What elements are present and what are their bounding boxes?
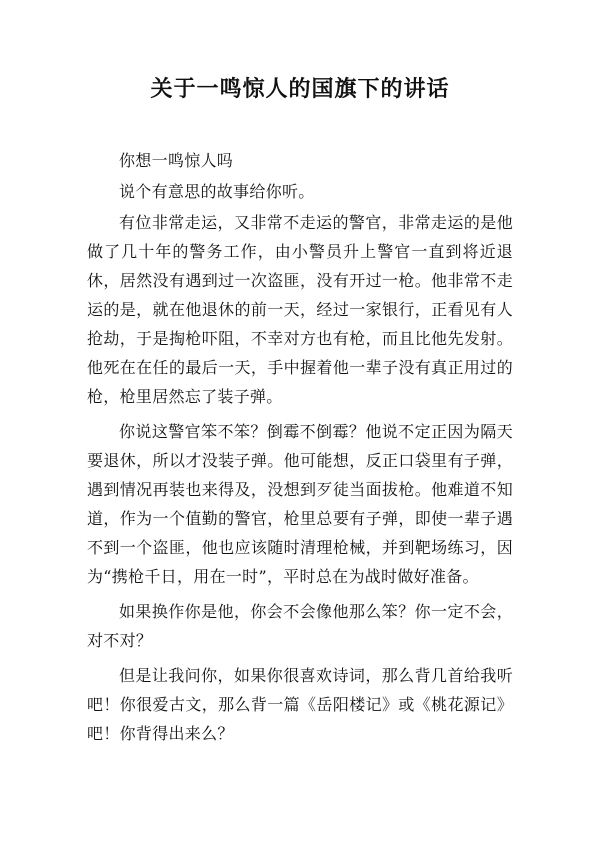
paragraph-6: 但是让我问你，如果你很喜欢诗词，那么背几首给我听吧！你很爱古文，那么背一篇《岳阳楼记》或《桃花源记》吧！你背得出来么？ [87, 666, 513, 743]
paragraph-1: 你想一鸣惊人吗 [119, 151, 234, 170]
document-body [87, 146, 513, 754]
paragraph-4: 你说这警官笨不笨？倒霉不倒霉？他说不定正因为隔天要退休，所以才没装子弹。他可能想，反正口袋里有子弹，遇到情况再装也来得及，没想到歹徒当面拔枪。他难道不知道，作为一个值勤的警官，枪里总要有子弹，即使一辈子遇不到一个盗匪，他也应该随时清理枪械，并到靶场练习，因为“携枪千日，用在一时”，平时总在为战时做好准备。 [87, 422, 513, 586]
paragraph-2: 说个有意思的故事给你听。 [119, 182, 315, 201]
page-title: 关于一鸣惊人的国旗下的讲话 [150, 76, 450, 102]
paragraph-5: 如果换作你是他，你会不会像他那么笨？你一定不会，对不对？ [87, 602, 513, 650]
paragraph-3: 有位非常走运，又非常不走运的警官，非常走运的是他做了几十年的警务工作，由小警员升上警官一直到将近退休，居然没有遇到过一次盗匪，没有开过一枪。他非常不走运的是，就在他退休的前一天，经过一家银行，正看见有人抢劫，于是掏枪吓阻，不幸对方也有枪，而且比他先发射。他死在在任的最后一天，手中握着他一辈子没有真正用过的枪，枪里居然忘了装子弹。 [87, 213, 513, 406]
